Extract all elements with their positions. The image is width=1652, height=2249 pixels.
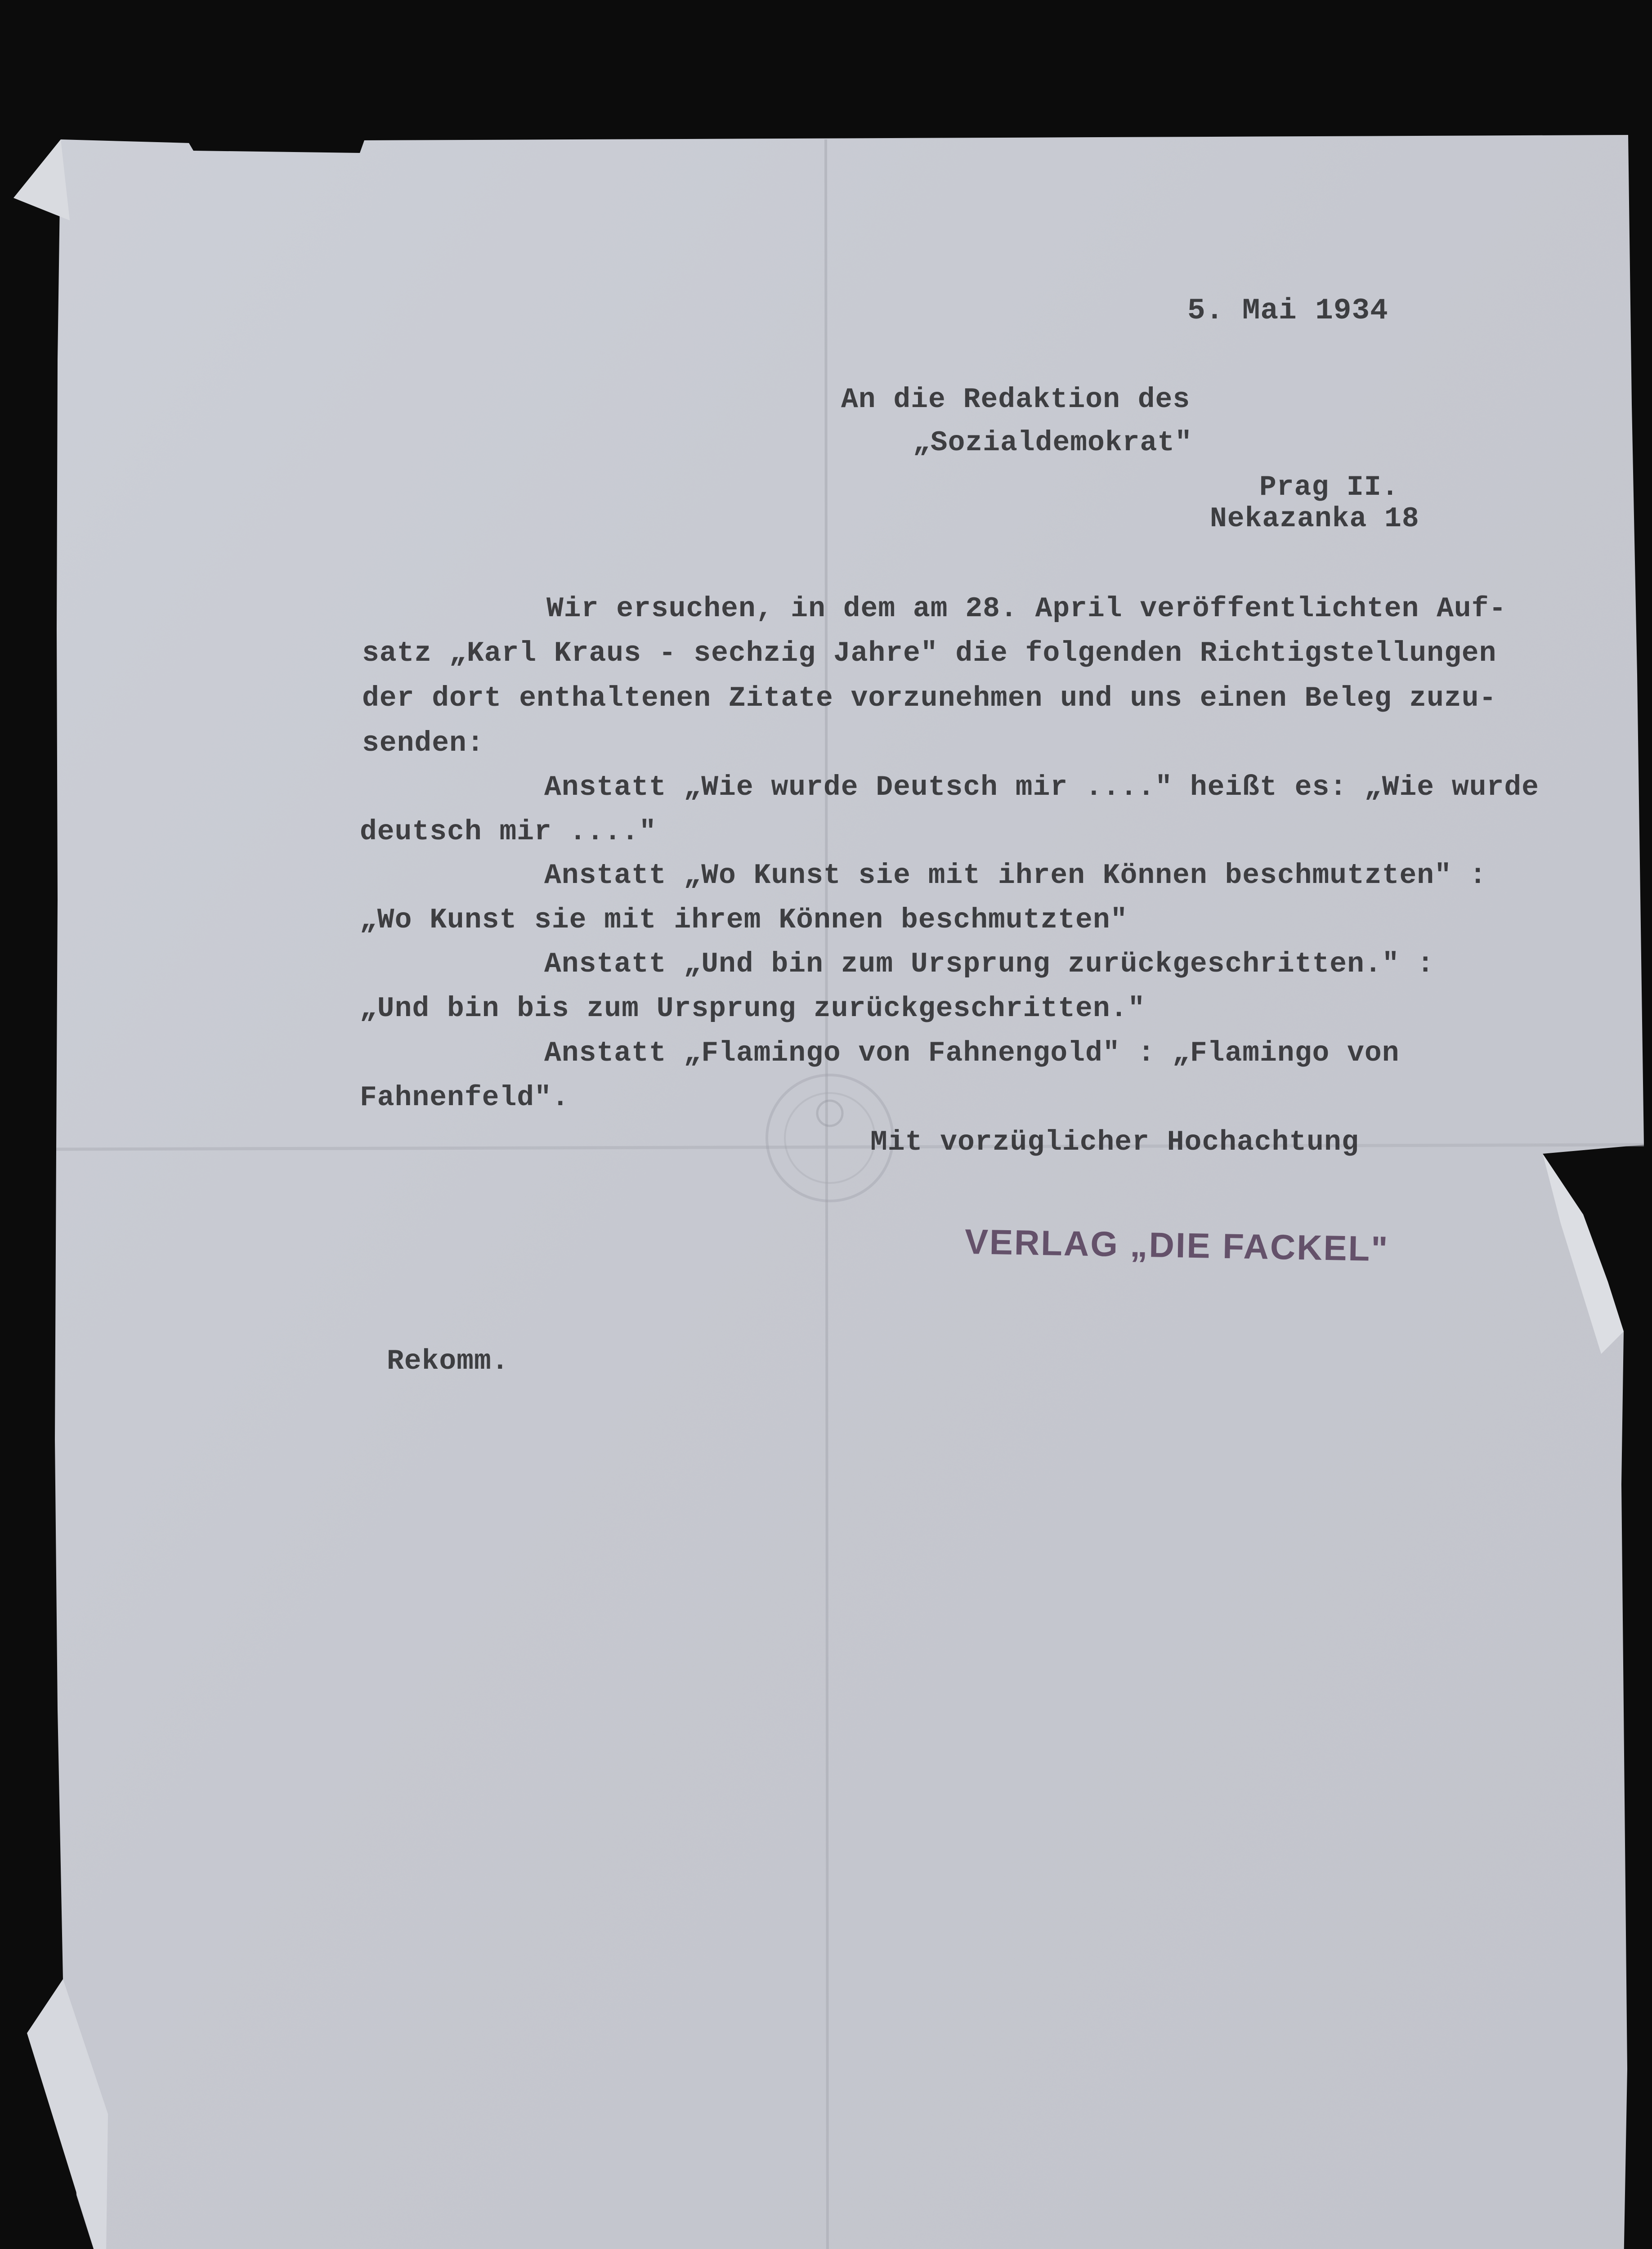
body-line-3: der dort enthaltenen Zitate vorzunehmen und uns einen Beleg zuzu- bbox=[362, 684, 1496, 712]
recipient-line-1: An die Redaktion des bbox=[841, 385, 1190, 414]
body-line-2: satz „Karl Kraus - sechzig Jahre" die folgenden Richtigstellungen bbox=[362, 639, 1496, 668]
recipient-line-4: Nekazanka 18 bbox=[1210, 505, 1419, 533]
correction-1-line-1: Anstatt „Wie wurde Deutsch mir ...." heißt es: „Wie wurde bbox=[544, 773, 1539, 802]
body-line-4: senden: bbox=[362, 729, 484, 757]
correction-3-line-1: Anstatt „Und bin zum Ursprung zurückgeschritten." : bbox=[544, 950, 1434, 978]
registered-note: Rekomm. bbox=[387, 1347, 509, 1375]
correction-2-line-1: Anstatt „Wo Kunst sie mit ihren Können beschmutzten" : bbox=[544, 861, 1487, 890]
closing-line: Mit vorzüglicher Hochachtung bbox=[870, 1128, 1359, 1156]
correction-1-line-2: deutsch mir ...." bbox=[360, 818, 657, 846]
correction-2-line-2: „Wo Kunst sie mit ihrem Können beschmutzten" bbox=[360, 906, 1128, 934]
body-line-1: Wir ersuchen, in dem am 28. April veröffentlichten Auf- bbox=[546, 595, 1506, 623]
correction-4-line-1: Anstatt „Flamingo von Fahnengold" : „Flamingo von bbox=[544, 1039, 1400, 1067]
correction-3-line-2: „Und bin bis zum Ursprung zurückgeschritten." bbox=[360, 995, 1145, 1023]
correction-4-line-2: Fahnenfeld". bbox=[360, 1084, 569, 1112]
letter-date: 5. Mai 1934 bbox=[1187, 296, 1388, 326]
publisher-stamp: VERLAG „DIE FACKEL" bbox=[964, 1221, 1389, 1269]
recipient-line-2: „Sozialdemokrat" bbox=[913, 429, 1192, 457]
recipient-line-3: Prag II. bbox=[1259, 473, 1399, 502]
